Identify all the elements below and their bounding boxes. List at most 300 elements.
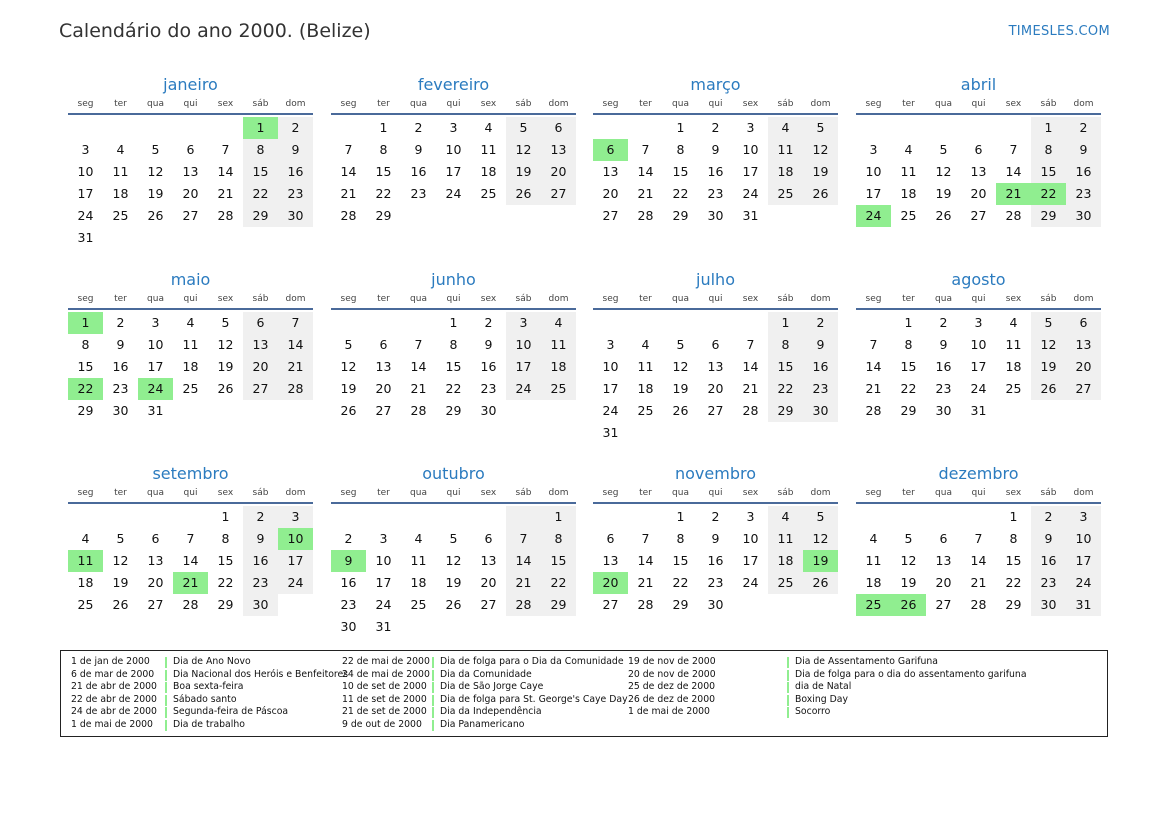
day-cell: 3: [1066, 506, 1101, 528]
day-cell: 1: [541, 506, 576, 528]
day-cell: 2: [484, 315, 493, 330]
week-row: [331, 378, 576, 400]
empty-cell: [541, 400, 576, 422]
week-row: [68, 400, 313, 422]
empty-cell: [278, 227, 313, 249]
day-cell: 3: [151, 315, 160, 330]
weekday-label: qua: [410, 488, 427, 498]
day-cell: 30: [243, 594, 278, 616]
empty-cell: [331, 506, 366, 528]
week-row: [68, 161, 313, 183]
day-cell: 3: [974, 315, 983, 330]
day-cell: 27: [602, 597, 619, 612]
day-cell: 21: [278, 356, 313, 378]
day-cell: 3: [746, 509, 755, 524]
empty-cell: [1066, 400, 1101, 422]
legend-item: [628, 669, 1027, 682]
week-row: [593, 572, 838, 594]
day-cell: 10: [742, 531, 759, 546]
day-cell: 22: [68, 378, 103, 400]
empty-cell: [593, 506, 628, 528]
day-cell: 6: [186, 142, 195, 157]
day-cell: 2: [116, 315, 125, 330]
empty-cell: [768, 205, 803, 227]
week-row: [856, 139, 1101, 161]
day-cell: 10: [77, 164, 94, 179]
week-row: [68, 334, 313, 356]
empty-cell: [541, 205, 576, 227]
week-row: [856, 334, 1101, 356]
day-cell: 18: [541, 356, 576, 378]
day-cell: 8: [221, 531, 230, 546]
weekday-label: qui: [971, 488, 986, 498]
day-cell: 25: [768, 183, 803, 205]
weekday-label: seg: [865, 488, 882, 498]
day-cell: 23: [410, 186, 427, 201]
month-name: setembro: [152, 464, 229, 483]
weekday-header: [856, 97, 1101, 115]
day-cell: 20: [593, 572, 628, 594]
weekday-label: dom: [1073, 488, 1094, 498]
empty-cell: [926, 506, 961, 528]
page-title: Calendário do ano 2000. (Belize): [59, 20, 371, 42]
holiday-color-marker: [165, 720, 167, 731]
site-link[interactable]: TIMESLES.COM: [1008, 24, 1110, 39]
weekday-label: seg: [77, 294, 94, 304]
holiday-date: 21 de set de 2000: [342, 706, 427, 718]
weekday-header: [68, 97, 313, 115]
weekday-label: sex: [742, 488, 759, 498]
day-cell: 12: [112, 553, 129, 568]
day-cell: 6: [606, 531, 615, 546]
day-cell: 7: [746, 337, 755, 352]
day-cell: 22: [375, 186, 392, 201]
day-cell: 28: [410, 403, 427, 418]
weekday-label: sex: [217, 294, 234, 304]
legend-item: [71, 694, 348, 707]
day-cell: 3: [746, 120, 755, 135]
empty-cell: [173, 400, 208, 422]
day-cell: 24: [1066, 572, 1101, 594]
day-cell: 12: [900, 553, 917, 568]
day-cell: 19: [935, 186, 952, 201]
month-8: [856, 270, 1101, 422]
day-cell: 5: [803, 506, 838, 528]
day-cell: 9: [939, 337, 948, 352]
week-row: [593, 161, 838, 183]
holiday-name: Dia de Ano Novo: [173, 656, 251, 667]
empty-cell: [103, 117, 138, 139]
day-cell: 31: [602, 425, 619, 440]
weekday-label: qua: [147, 99, 164, 109]
week-row: [68, 117, 313, 139]
day-cell: 4: [768, 506, 803, 528]
legend-item: [71, 656, 348, 669]
empty-cell: [208, 227, 243, 249]
day-cell: 8: [904, 337, 913, 352]
day-cell: 12: [803, 139, 838, 161]
holiday-color-marker: [787, 682, 789, 693]
day-cell: 13: [970, 164, 987, 179]
day-cell: 18: [637, 381, 654, 396]
day-cell: 11: [637, 359, 654, 374]
week-row: [68, 139, 313, 161]
day-cell: 30: [1031, 594, 1066, 616]
holiday-name: Dia de Assentamento Garifuna: [795, 656, 938, 667]
day-cell: 6: [974, 142, 983, 157]
day-cell: 24: [278, 572, 313, 594]
week-row: [593, 205, 838, 227]
day-cell: 31: [1066, 594, 1101, 616]
day-cell: 11: [68, 550, 103, 572]
day-cell: 14: [865, 359, 882, 374]
day-cell: 20: [243, 356, 278, 378]
day-cell: 28: [182, 597, 199, 612]
day-cell: 17: [865, 186, 882, 201]
holiday-name: Dia de trabalho: [173, 718, 245, 730]
weekday-label: qui: [183, 99, 198, 109]
day-cell: 29: [1031, 205, 1066, 227]
day-cell: 28: [506, 594, 541, 616]
day-cell: 13: [480, 553, 497, 568]
day-cell: 20: [147, 575, 164, 590]
day-cell: 30: [112, 403, 129, 418]
holiday-date: 24 de abr de 2000: [71, 706, 157, 718]
day-cell: 8: [243, 139, 278, 161]
empty-cell: [961, 117, 996, 139]
day-cell: 10: [375, 553, 392, 568]
day-cell: 27: [1066, 378, 1101, 400]
holiday-date: 1 de mai de 2000: [71, 718, 153, 730]
day-cell: 27: [541, 183, 576, 205]
day-cell: 25: [900, 208, 917, 223]
day-cell: 9: [711, 531, 720, 546]
holiday-name: Boxing Day: [795, 693, 848, 705]
day-cell: 7: [186, 531, 195, 546]
day-cell: 16: [112, 359, 129, 374]
empty-cell: [401, 205, 436, 227]
day-cell: 2: [711, 509, 720, 524]
empty-cell: [506, 205, 541, 227]
day-cell: 7: [641, 531, 650, 546]
day-cell: 5: [803, 117, 838, 139]
day-cell: 8: [1031, 139, 1066, 161]
week-row: [331, 312, 576, 334]
empty-cell: [331, 312, 366, 334]
day-cell: 21: [865, 381, 882, 396]
empty-cell: [138, 227, 173, 249]
holiday-name: Dia Nacional dos Heróis e Benfeitores: [173, 668, 349, 680]
weekday-label: seg: [865, 294, 882, 304]
day-cell: 26: [935, 208, 952, 223]
day-cell: 9: [331, 550, 366, 572]
weekday-label: qua: [410, 294, 427, 304]
day-cell: 8: [449, 337, 458, 352]
holiday-name: Dia de folga para o Dia da Comunidade: [440, 656, 624, 667]
weekday-label: qui: [446, 99, 461, 109]
day-cell: 22: [1005, 575, 1022, 590]
day-cell: 5: [344, 337, 353, 352]
day-cell: 29: [217, 597, 234, 612]
day-cell: 28: [1005, 208, 1022, 223]
empty-cell: [173, 117, 208, 139]
day-cell: 3: [278, 506, 313, 528]
day-cell: 31: [77, 230, 94, 245]
empty-cell: [803, 205, 838, 227]
week-row: [856, 378, 1101, 400]
day-cell: 28: [742, 403, 759, 418]
weekday-label: sáb: [515, 294, 532, 304]
day-cell: 3: [81, 142, 90, 157]
day-cell: 21: [637, 186, 654, 201]
week-row: [331, 183, 576, 205]
day-cell: 29: [1005, 597, 1022, 612]
month-name: agosto: [951, 270, 1006, 289]
week-row: [593, 356, 838, 378]
holiday-color-marker: [787, 707, 789, 718]
day-cell: 13: [147, 553, 164, 568]
empty-cell: [506, 616, 541, 638]
day-cell: 20: [602, 186, 619, 201]
day-cell: 8: [81, 337, 90, 352]
day-cell: 19: [147, 186, 164, 201]
day-cell: 19: [803, 161, 838, 183]
empty-cell: [103, 506, 138, 528]
day-cell: 4: [541, 312, 576, 334]
day-cell: 10: [506, 334, 541, 356]
weekday-label: sex: [1005, 488, 1022, 498]
holiday-name: Dia Panamericano: [440, 718, 525, 730]
day-cell: 7: [974, 531, 983, 546]
day-cell: 25: [410, 597, 427, 612]
day-cell: 25: [1005, 381, 1022, 396]
week-row: [593, 117, 838, 139]
day-cell: 7: [506, 528, 541, 550]
weekday-label: seg: [340, 99, 357, 109]
empty-cell: [768, 422, 803, 444]
day-cell: 8: [768, 334, 803, 356]
weekday-label: sáb: [1040, 488, 1057, 498]
week-row: [68, 506, 313, 528]
weekday-header: [331, 292, 576, 310]
legend-item: [342, 669, 628, 682]
day-cell: 3: [379, 531, 388, 546]
month-5: [68, 270, 313, 422]
day-cell: 26: [891, 594, 926, 616]
holiday-color-marker: [787, 670, 789, 681]
day-cell: 17: [506, 356, 541, 378]
legend-item: [342, 719, 628, 732]
holiday-date: 21 de abr de 2000: [71, 681, 157, 693]
day-cell: 23: [243, 572, 278, 594]
day-cell: 29: [672, 208, 689, 223]
empty-cell: [243, 400, 278, 422]
week-row: [593, 594, 838, 616]
day-cell: 26: [340, 403, 357, 418]
day-cell: 17: [147, 359, 164, 374]
week-row: [856, 205, 1101, 227]
week-row: [593, 528, 838, 550]
weekday-label: qua: [672, 294, 689, 304]
day-cell: 20: [707, 381, 724, 396]
day-cell: 10: [865, 164, 882, 179]
day-cell: 28: [637, 208, 654, 223]
day-cell: 15: [375, 164, 392, 179]
weekday-label: qui: [446, 488, 461, 498]
weekday-header: [331, 97, 576, 115]
week-row: [856, 312, 1101, 334]
day-cell: 1: [904, 315, 913, 330]
holiday-color-marker: [787, 695, 789, 706]
weekday-label: qua: [672, 488, 689, 498]
weekday-label: dom: [285, 488, 306, 498]
day-cell: 26: [672, 403, 689, 418]
empty-cell: [471, 616, 506, 638]
empty-cell: [103, 227, 138, 249]
month-name: abril: [960, 75, 997, 94]
day-cell: 27: [480, 597, 497, 612]
day-cell: 12: [803, 528, 838, 550]
day-cell: 24: [742, 575, 759, 590]
week-row: [331, 356, 576, 378]
week-row: [856, 356, 1101, 378]
month-10: [331, 464, 576, 638]
day-cell: 13: [602, 553, 619, 568]
weekday-label: sex: [742, 99, 759, 109]
day-cell: 6: [1066, 312, 1101, 334]
empty-cell: [698, 312, 733, 334]
day-cell: 1: [379, 120, 388, 135]
day-cell: 19: [672, 381, 689, 396]
day-cell: 23: [707, 186, 724, 201]
day-cell: 22: [900, 381, 917, 396]
holiday-date: 26 de dez de 2000: [628, 693, 716, 705]
empty-cell: [541, 616, 576, 638]
day-cell: 10: [602, 359, 619, 374]
empty-cell: [506, 506, 541, 528]
week-row: [856, 117, 1101, 139]
week-row: [331, 506, 576, 528]
day-cell: 4: [116, 142, 125, 157]
weekday-label: qui: [183, 294, 198, 304]
legend-item: [628, 706, 1027, 719]
weekday-label: ter: [639, 488, 652, 498]
day-cell: 14: [278, 334, 313, 356]
day-cell: 29: [900, 403, 917, 418]
day-cell: 20: [970, 186, 987, 201]
day-cell: 20: [935, 575, 952, 590]
weekday-label: sex: [217, 488, 234, 498]
day-cell: 26: [1031, 378, 1066, 400]
day-cell: 5: [221, 315, 230, 330]
weekday-label: ter: [377, 99, 390, 109]
empty-cell: [401, 616, 436, 638]
day-cell: 6: [541, 117, 576, 139]
weekday-label: ter: [639, 294, 652, 304]
day-cell: 18: [410, 575, 427, 590]
day-cell: 17: [278, 550, 313, 572]
day-cell: 29: [768, 400, 803, 422]
empty-cell: [68, 506, 103, 528]
empty-cell: [663, 312, 698, 334]
day-cell: 4: [414, 531, 423, 546]
day-cell: 5: [904, 531, 913, 546]
day-cell: 3: [869, 142, 878, 157]
day-cell: 12: [1031, 334, 1066, 356]
day-cell: 17: [742, 553, 759, 568]
weekday-label: seg: [865, 99, 882, 109]
legend-item: [342, 706, 628, 719]
day-cell: 31: [375, 619, 392, 634]
holiday-color-marker: [432, 682, 434, 693]
day-cell: 12: [672, 359, 689, 374]
day-cell: 11: [541, 334, 576, 356]
day-cell: 30: [480, 403, 497, 418]
day-cell: 14: [637, 164, 654, 179]
day-cell: 22: [445, 381, 462, 396]
day-cell: 20: [375, 381, 392, 396]
day-cell: 17: [445, 164, 462, 179]
holiday-date: 22 de abr de 2000: [71, 693, 157, 705]
day-cell: 24: [856, 205, 891, 227]
week-row: [68, 378, 313, 400]
day-cell: 1: [449, 315, 458, 330]
week-row: [331, 161, 576, 183]
month-6: [331, 270, 576, 422]
month-name: junho: [431, 270, 476, 289]
week-row: [593, 550, 838, 572]
empty-cell: [996, 117, 1031, 139]
week-row: [331, 117, 576, 139]
weekday-label: ter: [639, 99, 652, 109]
day-cell: 14: [217, 164, 234, 179]
day-cell: 31: [970, 403, 987, 418]
day-cell: 2: [278, 117, 313, 139]
day-cell: 1: [1031, 117, 1066, 139]
week-row: [331, 616, 576, 638]
empty-cell: [803, 594, 838, 616]
day-cell: 19: [217, 359, 234, 374]
week-row: [856, 506, 1101, 528]
day-cell: 16: [410, 164, 427, 179]
week-row: [593, 378, 838, 400]
day-cell: 26: [445, 597, 462, 612]
weekday-label: ter: [377, 488, 390, 498]
day-cell: 21: [410, 381, 427, 396]
holiday-date: 25 de dez de 2000: [628, 681, 716, 693]
weekday-label: qui: [446, 294, 461, 304]
month-name: janeiro: [163, 75, 218, 94]
day-cell: 30: [1066, 205, 1101, 227]
week-row: [68, 550, 313, 572]
day-cell: 9: [484, 337, 493, 352]
empty-cell: [436, 205, 471, 227]
day-cell: 12: [147, 164, 164, 179]
day-cell: 26: [506, 183, 541, 205]
holiday-color-marker: [165, 657, 167, 668]
weekday-header: [68, 292, 313, 310]
day-cell: 28: [217, 208, 234, 223]
week-row: [331, 594, 576, 616]
day-cell: 22: [541, 572, 576, 594]
day-cell: 21: [506, 572, 541, 594]
day-cell: 29: [445, 403, 462, 418]
day-cell: 11: [1005, 337, 1022, 352]
week-row: [593, 422, 838, 444]
day-cell: 6: [711, 337, 720, 352]
empty-cell: [768, 594, 803, 616]
week-row: [593, 400, 838, 422]
